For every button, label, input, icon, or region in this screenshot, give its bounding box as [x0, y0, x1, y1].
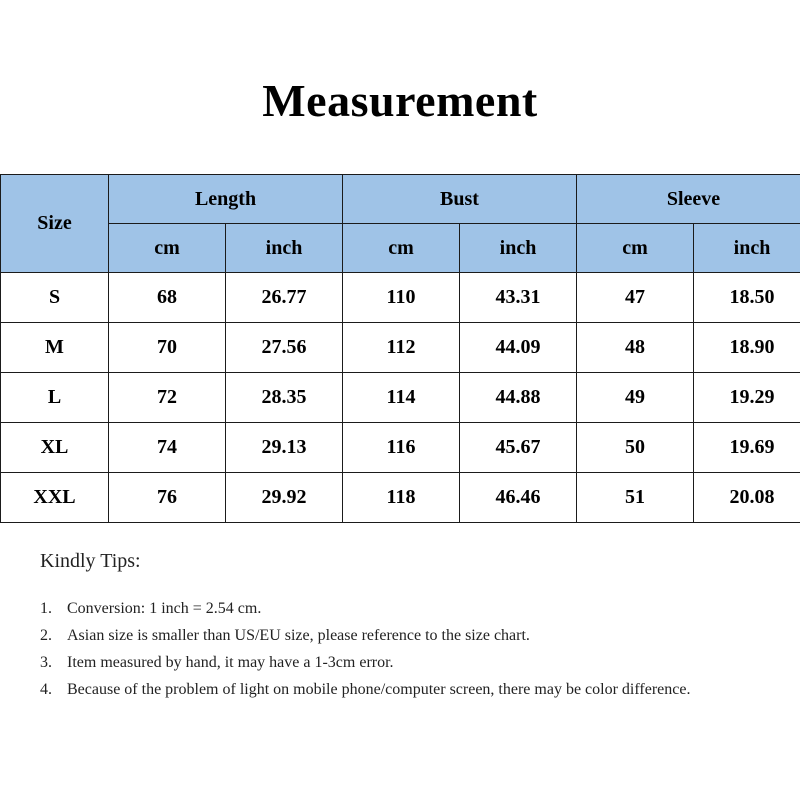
- tip-number: 3.: [40, 654, 52, 671]
- tip-number: 2.: [40, 627, 52, 644]
- table-row: [1, 273, 800, 323]
- length-inch-cell: 28.35: [226, 373, 343, 423]
- bust-inch-header: inch: [460, 224, 577, 273]
- length-cm-header: cm: [109, 224, 226, 273]
- bust-inch-cell: 46.46: [460, 473, 577, 523]
- bust-cm-cell: 112: [343, 323, 460, 373]
- tip-number: 1.: [40, 600, 52, 617]
- tips-heading: Kindly Tips:: [40, 550, 141, 572]
- length-inch-cell: 29.92: [226, 473, 343, 523]
- tip-text: Conversion: 1 inch = 2.54 cm.: [67, 600, 262, 617]
- bust-inch-cell: 44.88: [460, 373, 577, 423]
- size-chart-table: [0, 174, 800, 523]
- tip-text: Because of the problem of light on mobile phone/computer screen, there may be color difference.: [67, 681, 691, 698]
- tip-number: 4.: [40, 681, 52, 698]
- header-row-units: [1, 224, 800, 273]
- length-header: Length: [109, 175, 343, 224]
- tips-section: [40, 550, 780, 703]
- bust-cm-cell: 118: [343, 473, 460, 523]
- bust-inch-cell: 43.31: [460, 273, 577, 323]
- length-cm-cell: 70: [109, 323, 226, 373]
- size-cell: L: [1, 373, 109, 423]
- bust-cm-cell: 110: [343, 273, 460, 323]
- sleeve-inch-cell: 19.29: [694, 373, 800, 423]
- sleeve-cm-cell: 47: [577, 273, 694, 323]
- size-cell: M: [1, 323, 109, 373]
- sleeve-inch-cell: 18.50: [694, 273, 800, 323]
- sleeve-cm-cell: 48: [577, 323, 694, 373]
- tip-item: [40, 676, 780, 703]
- bust-cm-header: cm: [343, 224, 460, 273]
- sleeve-cm-header: cm: [577, 224, 694, 273]
- sleeve-header: Sleeve: [577, 175, 800, 224]
- bust-cm-cell: 114: [343, 373, 460, 423]
- header-row-groups: [1, 175, 800, 224]
- size-header: Size: [1, 175, 109, 273]
- bust-cm-cell: 116: [343, 423, 460, 473]
- table-row: [1, 423, 800, 473]
- size-cell: XL: [1, 423, 109, 473]
- length-cm-cell: 72: [109, 373, 226, 423]
- sleeve-cm-cell: 49: [577, 373, 694, 423]
- tip-text: Item measured by hand, it may have a 1-3cm error.: [67, 654, 394, 671]
- table-row: [1, 473, 800, 523]
- bust-inch-cell: 44.09: [460, 323, 577, 373]
- tip-item: [40, 622, 780, 649]
- page-title: Measurement: [262, 75, 538, 126]
- sleeve-cm-cell: 51: [577, 473, 694, 523]
- bust-inch-cell: 45.67: [460, 423, 577, 473]
- tips-list: [40, 595, 780, 703]
- sleeve-inch-header: inch: [694, 224, 800, 273]
- bust-header: Bust: [343, 175, 577, 224]
- sleeve-cm-cell: 50: [577, 423, 694, 473]
- length-cm-cell: 76: [109, 473, 226, 523]
- sleeve-inch-cell: 19.69: [694, 423, 800, 473]
- length-inch-cell: 27.56: [226, 323, 343, 373]
- tip-item: [40, 649, 780, 676]
- length-cm-cell: 74: [109, 423, 226, 473]
- length-inch-cell: 29.13: [226, 423, 343, 473]
- size-cell: S: [1, 273, 109, 323]
- tip-text: Asian size is smaller than US/EU size, please reference to the size chart.: [67, 627, 530, 644]
- tip-item: [40, 595, 780, 622]
- sleeve-inch-cell: 18.90: [694, 323, 800, 373]
- length-inch-header: inch: [226, 224, 343, 273]
- table-row: [1, 373, 800, 423]
- length-cm-cell: 68: [109, 273, 226, 323]
- table-body: [1, 273, 800, 523]
- sleeve-inch-cell: 20.08: [694, 473, 800, 523]
- table-row: [1, 323, 800, 373]
- length-inch-cell: 26.77: [226, 273, 343, 323]
- size-cell: XXL: [1, 473, 109, 523]
